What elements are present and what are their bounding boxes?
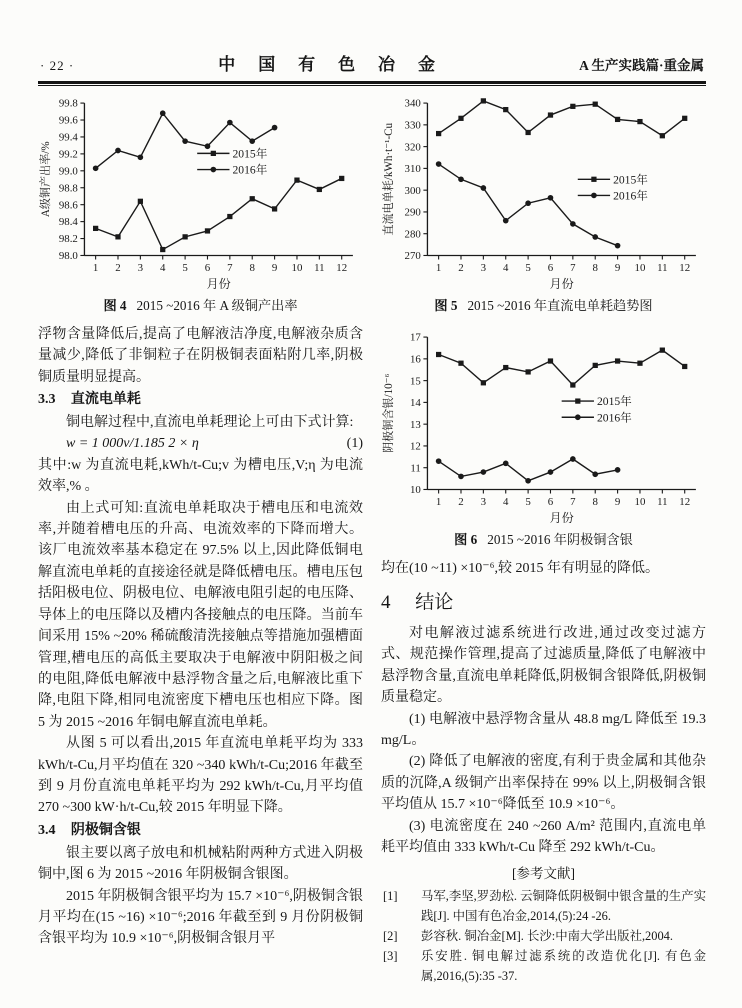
svg-text:98.6: 98.6: [58, 199, 78, 212]
fig5-chart: [381, 94, 706, 292]
svg-text:16: 16: [410, 353, 421, 366]
svg-text:300: 300: [404, 184, 421, 197]
svg-text:5: 5: [525, 495, 531, 508]
svg-text:3: 3: [480, 495, 487, 508]
heading-number: 3.3: [38, 392, 56, 408]
figure-6: [381, 328, 706, 548]
svg-text:10: 10: [291, 262, 303, 275]
journal-title: 中 国 有 色 冶 金: [218, 55, 445, 74]
svg-text:8: 8: [592, 262, 598, 275]
references-heading: [参考文献]: [512, 865, 575, 881]
svg-text:12: 12: [679, 495, 691, 508]
paragraph: 铜电解过程中,直流电单耗理论上可由下式计算:: [66, 415, 354, 431]
two-column-layout: [38, 92, 706, 986]
reference-item: [381, 946, 706, 986]
svg-text:6: 6: [547, 262, 554, 275]
svg-text:10: 10: [634, 495, 646, 508]
svg-text:阴极铜含银/10⁻⁶: 阴极铜含银/10⁻⁶: [383, 373, 396, 453]
reference-number: [2]: [383, 928, 398, 943]
svg-text:340: 340: [404, 97, 421, 110]
section-label: A 生产实践篇·重金属: [579, 58, 704, 73]
svg-text:3: 3: [480, 262, 487, 275]
reference-number: [1]: [383, 888, 398, 903]
svg-text:2015年: 2015年: [596, 394, 632, 408]
svg-text:330: 330: [404, 119, 421, 132]
svg-text:8: 8: [592, 495, 598, 508]
fig6-caption: [381, 529, 706, 548]
svg-text:4: 4: [503, 495, 509, 508]
svg-text:98.0: 98.0: [58, 250, 78, 263]
fig5-caption: [381, 295, 706, 314]
page-number: · 22 ·: [40, 58, 75, 73]
svg-text:10: 10: [634, 262, 646, 275]
svg-text:2015年: 2015年: [613, 173, 648, 187]
reference-item: [381, 926, 706, 946]
svg-text:5: 5: [182, 262, 188, 275]
fig4-caption: [38, 295, 363, 314]
svg-text:12: 12: [679, 262, 691, 275]
svg-text:14: 14: [410, 396, 421, 409]
svg-text:8: 8: [249, 262, 255, 275]
paragraph: (2) 降低了电解液的密度,有利于贵金属和其他杂质的沉降,A 级铜产出率保持在 99% 以上,阴极铜含银平均值从 15.7 ×10⁻⁶降低至 10.9 ×10⁻⁶。: [381, 754, 706, 813]
svg-text:2016年: 2016年: [596, 411, 632, 425]
svg-text:9: 9: [271, 262, 278, 275]
svg-text:11: 11: [657, 262, 668, 275]
reference-text: 乐安胜. 铜电解过滤系统的改造优化[J]. 有色金属,2016,(5):35 -37.: [421, 948, 706, 983]
heading-3-3: [38, 389, 363, 411]
paragraph: 均在(10 ~11) ×10⁻⁶,较 2015 年有明显的降低。: [381, 560, 660, 576]
svg-text:1: 1: [435, 495, 442, 508]
svg-text:月份: 月份: [549, 510, 574, 525]
heading-title: 阴极铜含银: [70, 822, 141, 838]
svg-text:99.4: 99.4: [58, 131, 78, 144]
svg-text:10: 10: [410, 483, 421, 496]
svg-text:9: 9: [614, 262, 621, 275]
reference-text: 彭容秋. 铜冶金[M]. 长沙:中南大学出版社,2004.: [421, 928, 673, 943]
svg-text:月份: 月份: [206, 276, 231, 291]
svg-text:7: 7: [227, 262, 233, 275]
svg-text:6: 6: [547, 495, 554, 508]
paragraph: 浮物含量降低后,提高了电解液洁净度,电解液杂质含量减少,降低了非铜粒子在阴极铜表面粘附几率,阴极铜质量明显提高。: [38, 326, 363, 385]
svg-text:2: 2: [458, 262, 464, 275]
svg-text:98.8: 98.8: [58, 182, 78, 195]
equation-number: (1): [346, 436, 363, 452]
svg-text:11: 11: [410, 462, 421, 475]
paragraph: 由上式可知:直流电单耗取决于槽电压和电流效率,并随着槽电压的升高、电流效率的下降而增大。该厂电流效率基本稳定在 97.5% 以上,因此降低铜电解直流电单耗的直接途径就是降低槽电压。槽电压包括阳极电位、阴极电位、电解液电阻引起的电压降、导体上的电压降以及槽内各接触点的电压降。当前车间采用 15% ~20% 稀硫酸清洗接触点等措施加强槽面管理,槽电压的高低主要取决于电解液中阴阳极之间的电阻,降低电解液中悬浮物含量之后,电解液比重下降,电阻下降,相同电流密度下槽电压也相应下降。图 5 为 2015 ~2016 年铜电解直流电单耗。: [38, 500, 363, 730]
svg-text:99.8: 99.8: [58, 97, 78, 110]
left-column: [38, 92, 363, 986]
reference-text: 马军,李坚,罗劲松. 云铜降低阴极铜中银含量的生产实践[J]. 中国有色冶金,2014,(5):24 -26.: [421, 888, 706, 923]
svg-text:2016年: 2016年: [232, 163, 268, 177]
svg-text:13: 13: [410, 418, 421, 431]
fig5-caption-text: 2015 ~2016 年直流电单耗趋势图: [467, 297, 653, 313]
heading-number: 3.4: [38, 822, 56, 838]
svg-text:11: 11: [314, 262, 325, 275]
svg-text:290: 290: [404, 206, 421, 219]
equation-expression: w = 1 000v/1.185 2 × η: [66, 436, 199, 452]
heading-3-4: [38, 820, 363, 842]
fig4-caption-text: 2015 ~2016 年 A 级铜产出率: [136, 297, 298, 313]
svg-text:A级铜产出率/%: A级铜产出率/%: [40, 141, 53, 218]
paragraph: 从图 5 可以看出,2015 年直流电单耗平均为 333 kWh/t-Cu,月平均值在 320 ~340 kWh/t-Cu;2016 年截至到 9 月份直流电单耗平均为 292 kWh/t-Cu,月平均值 270 ~300 kW·h/t-Cu,较 2015 年明显下降。: [38, 736, 363, 816]
svg-text:12: 12: [410, 440, 421, 453]
heading-title: 结论: [415, 592, 454, 614]
figure-4: [38, 94, 363, 314]
heading-4: [381, 590, 706, 616]
svg-text:7: 7: [570, 262, 576, 275]
svg-text:直流电单耗/kWh·t⁻¹-Cu: 直流电单耗/kWh·t⁻¹-Cu: [383, 122, 396, 236]
equation-1: [38, 433, 363, 454]
paragraph: (1) 电解液中悬浮物含量从 48.8 mg/L 降低至 19.3 mg/L。: [381, 711, 706, 749]
fig5-label: 图 5: [434, 297, 458, 313]
svg-text:98.2: 98.2: [58, 233, 78, 246]
svg-text:98.4: 98.4: [58, 216, 78, 229]
svg-text:3: 3: [137, 262, 144, 275]
svg-text:7: 7: [570, 495, 576, 508]
svg-text:4: 4: [160, 262, 166, 275]
svg-text:2016年: 2016年: [613, 189, 648, 203]
svg-text:2: 2: [115, 262, 121, 275]
figure-5: [381, 94, 706, 314]
svg-text:320: 320: [404, 141, 421, 154]
svg-text:6: 6: [204, 262, 211, 275]
reference-number: [3]: [383, 948, 398, 963]
fig4-label: 图 4: [103, 297, 127, 313]
fig6-caption-text: 2015 ~2016 年阴极铜含银: [487, 531, 633, 547]
svg-text:15: 15: [410, 375, 421, 388]
paragraph: 对电解液过滤系统进行改进,通过改变过滤方式、规范操作管理,提高了过滤质量,降低了电解液中悬浮物含量,直流电单耗降低,阴极铜含银降低,阴极铜质量稳定。: [381, 626, 706, 706]
svg-text:99.2: 99.2: [58, 148, 78, 161]
paragraph: (3) 电流密度在 240 ~260 A/m² 范围内,直流电单耗平均值由 333 kWh/t-Cu 降至 292 kWh/t-Cu。: [381, 818, 706, 856]
svg-text:310: 310: [404, 163, 421, 176]
reference-item: [381, 886, 706, 926]
header-divider: [38, 81, 706, 86]
svg-text:280: 280: [404, 228, 421, 241]
paragraph: 其中:w 为直流电耗,kWh/t-Cu;v 为槽电压,V;η 为电流效率,% 。: [38, 457, 363, 495]
svg-text:99.0: 99.0: [58, 165, 78, 178]
page-header: [38, 50, 706, 81]
fig6-label: 图 6: [454, 531, 478, 547]
svg-text:12: 12: [336, 262, 348, 275]
svg-text:1: 1: [435, 262, 442, 275]
svg-text:11: 11: [657, 495, 668, 508]
fig6-chart: [381, 328, 706, 526]
svg-text:4: 4: [503, 262, 509, 275]
paragraph: 2015 年阴极铜含银平均为 15.7 ×10⁻⁶,阴极铜含银月平均在(15 ~16) ×10⁻⁶;2016 年截至到 9 月份阴极铜含银平均为 10.9 ×10⁻⁶,阴极铜含银月平: [38, 888, 363, 947]
svg-text:2: 2: [458, 495, 464, 508]
heading-title: 直流电单耗: [70, 392, 141, 408]
svg-text:5: 5: [525, 262, 531, 275]
svg-text:1: 1: [92, 262, 99, 275]
svg-text:9: 9: [614, 495, 621, 508]
svg-text:270: 270: [404, 250, 421, 263]
fig4-chart: [38, 94, 363, 292]
svg-text:17: 17: [410, 331, 421, 344]
svg-text:月份: 月份: [549, 276, 574, 291]
svg-text:2015年: 2015年: [232, 147, 268, 161]
heading-number: 4: [381, 592, 391, 614]
paragraph: 银主要以离子放电和机械粘附两种方式进入阴极铜中,图 6 为 2015 ~2016 年阴极铜含银图。: [38, 845, 363, 883]
svg-text:99.6: 99.6: [58, 114, 78, 127]
right-column: [381, 92, 706, 986]
